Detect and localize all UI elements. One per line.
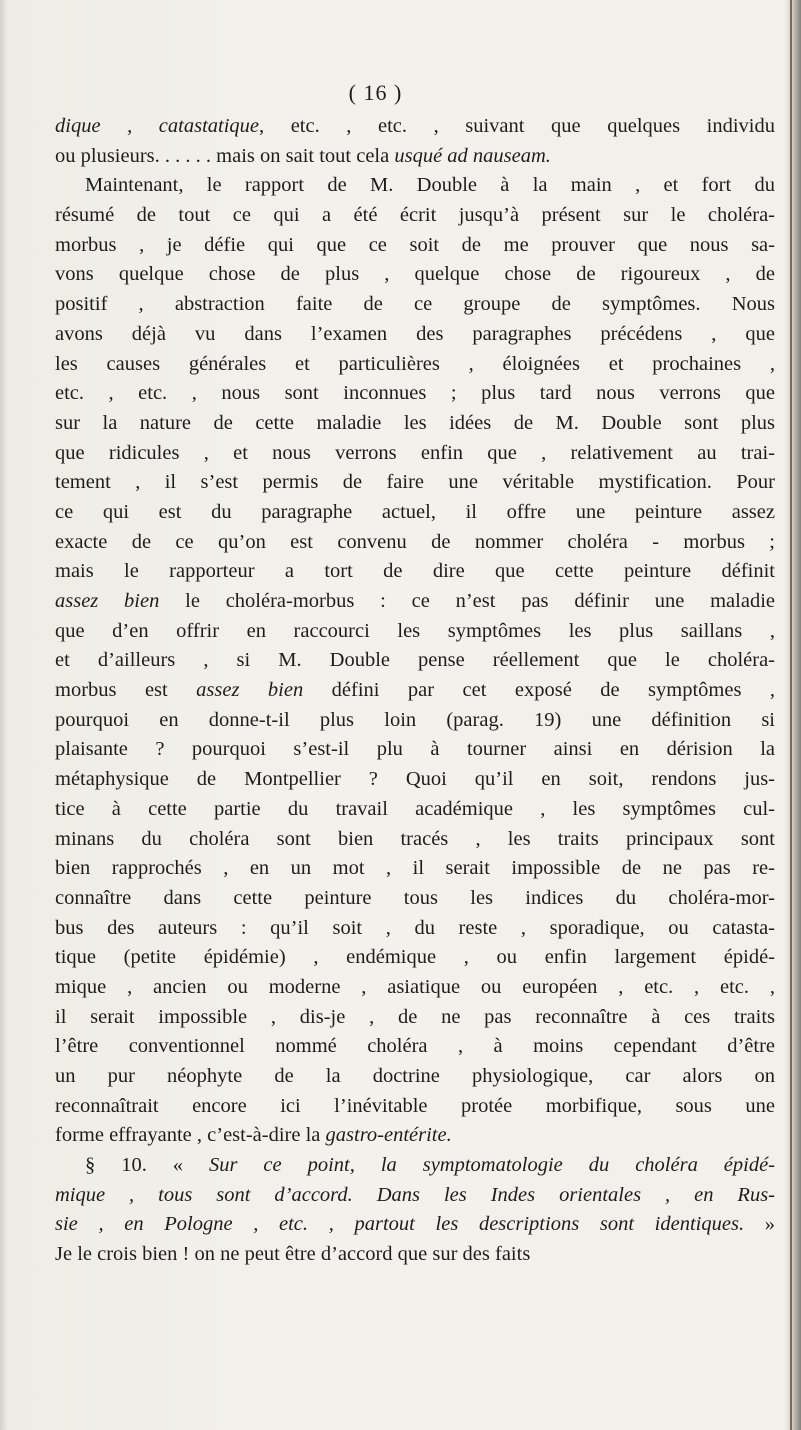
page-shadow-right xyxy=(785,0,801,1430)
text-line xyxy=(55,528,775,558)
text-run: tement , il s’est permis de faire une véritable mystification. Pour xyxy=(55,471,775,494)
text-run: que d’en offrir en raccourci les symptômes les plus saillans , xyxy=(55,619,775,642)
text-run: morbus , je défie qui que ce soit de me prouver que nous sa- xyxy=(55,233,775,256)
text-run: forme effrayante , c’est-à-dire la xyxy=(55,1124,326,1147)
text-line xyxy=(55,676,775,706)
text-run: sur la nature de cette maladie les idées de M. Double sont plus xyxy=(55,411,775,434)
text-run: tique (petite épidémie) , endémique , ou enfin largement épidé- xyxy=(55,946,775,969)
text-line xyxy=(55,1210,775,1240)
text-run: il serait impossible , dis-je , de ne pas reconnaître à ces traits xyxy=(55,1005,775,1028)
text-run: résumé de tout ce qui a été écrit jusqu’à présent sur le choléra- xyxy=(55,204,775,227)
text-run: » xyxy=(744,1213,775,1236)
italic-text: Sur ce point, la symptomatologie du choléra épidé- xyxy=(209,1154,775,1177)
italic-text: sie , en Pologne , etc. , partout les descriptions sont identiques. xyxy=(55,1213,745,1236)
text-line xyxy=(55,201,775,231)
text-run: positif , abstraction faite de ce groupe de symptômes. Nous xyxy=(55,293,775,316)
text-line xyxy=(55,1092,775,1122)
text-line xyxy=(55,142,775,172)
page-edge-rule xyxy=(790,0,792,1430)
text-run: plaisante ? pourquoi s’est-il plu à tourner ainsi en dérision la xyxy=(55,738,775,761)
text-line xyxy=(55,1121,775,1151)
text-line xyxy=(55,171,775,201)
text-run: les causes générales et particulières , éloignées et prochaines , xyxy=(55,352,775,375)
text-run: avons déjà vu dans l’examen des paragraphes précédens , que xyxy=(55,322,775,345)
text-run: etc. , etc. , nous sont inconnues ; plus tard nous verrons que xyxy=(55,382,775,405)
text-line xyxy=(55,765,775,795)
text-run: connaître dans cette peinture tous les indices du choléra-mor- xyxy=(55,886,775,909)
text-run: § 10. « xyxy=(85,1154,209,1177)
text-line xyxy=(55,825,775,855)
text-line xyxy=(55,112,775,142)
text-run: et d’ailleurs , si M. Double pense réellement que le choléra- xyxy=(55,649,775,672)
text-run: morbus est xyxy=(55,679,197,702)
text-run: bus des auteurs : qu’il soit , du reste , sporadique, ou catasta- xyxy=(55,916,775,939)
text-run: que ridicules , et nous verrons enfin que , relativement au trai- xyxy=(55,441,775,464)
text-line xyxy=(55,587,775,617)
body-text xyxy=(55,112,775,1270)
text-run: mais le rapporteur a tort de dire que cette peinture définit xyxy=(55,560,775,583)
text-run: ou plusieurs. . . . . . mais on sait tout cela xyxy=(55,144,395,167)
text-line xyxy=(55,943,775,973)
text-line xyxy=(55,735,775,765)
text-line xyxy=(55,795,775,825)
text-run: le choléra-morbus : ce n’est pas définir une maladie xyxy=(159,590,775,612)
text-line xyxy=(55,231,775,261)
text-line xyxy=(55,379,775,409)
text-line xyxy=(55,1003,775,1033)
italic-text: assez bien xyxy=(196,679,304,702)
text-line xyxy=(55,498,775,528)
italic-text: usqué ad nauseam. xyxy=(394,144,551,167)
text-run: reconnaîtrait encore ici l’inévitable protée morbifique, sous une xyxy=(55,1094,775,1117)
text-run: défini par cet exposé de symptômes , xyxy=(303,679,775,702)
text-line xyxy=(55,1240,775,1270)
text-run: Je le crois bien ! on ne peut être d’accord que sur des faits xyxy=(55,1243,531,1266)
italic-text: gastro-entérite. xyxy=(325,1124,452,1147)
text-line xyxy=(55,617,775,647)
text-run: Maintenant, le rapport de M. Double à la main , et fort du xyxy=(85,174,775,197)
text-line xyxy=(55,320,775,350)
text-line xyxy=(55,439,775,469)
text-run: exacte de ce qu’on est convenu de nommer choléra - morbus ; xyxy=(55,530,775,553)
text-line xyxy=(55,468,775,498)
text-line xyxy=(55,646,775,676)
page-shadow-left xyxy=(0,0,8,1430)
text-line xyxy=(55,409,775,439)
text-run: ce qui est du paragraphe actuel, il offre une peinture assez xyxy=(55,500,775,523)
text-line xyxy=(55,884,775,914)
text-line xyxy=(55,260,775,290)
text-run: bien rapprochés , en un mot , il serait impossible de ne pas re- xyxy=(55,857,775,880)
text-line xyxy=(55,557,775,587)
italic-text: assez bien xyxy=(55,590,160,612)
text-run: métaphysique de Montpellier ? Quoi qu’il en soit, rendons jus- xyxy=(55,768,775,791)
text-line xyxy=(55,1032,775,1062)
text-line xyxy=(55,973,775,1003)
text-line xyxy=(55,1181,775,1211)
text-run: minans du choléra sont bien tracés , les traits principaux sont xyxy=(55,827,775,850)
italic-text: mique , tous sont d’accord. Dans les Indes orientales , en Rus- xyxy=(55,1183,775,1206)
text-line xyxy=(55,706,775,736)
text-line xyxy=(55,290,775,320)
text-run: mique , ancien ou moderne , asiatique ou européen , etc. , etc. , xyxy=(55,975,775,998)
text-line xyxy=(55,350,775,380)
text-run: un pur néophyte de la doctrine physiologique, car alors on xyxy=(55,1065,775,1087)
text-line xyxy=(55,1062,775,1092)
text-line xyxy=(55,914,775,944)
italic-text: dique , catastatique xyxy=(55,115,260,137)
text-line xyxy=(55,1151,775,1181)
text-run: vons quelque chose de plus , quelque chose de rigoureux , de xyxy=(55,263,775,286)
text-run: l’être conventionnel nommé choléra , à moins cependant d’être xyxy=(55,1035,775,1058)
text-line xyxy=(55,854,775,884)
text-run: , etc. , etc. , suivant que quelques individu xyxy=(259,115,775,137)
text-run: tice à cette partie du travail académique , les symptômes cul- xyxy=(55,797,775,820)
text-run: pourquoi en donne-t-il plus loin (parag. 19) une définition si xyxy=(55,708,775,731)
page-number: ( 16 ) xyxy=(348,80,403,105)
